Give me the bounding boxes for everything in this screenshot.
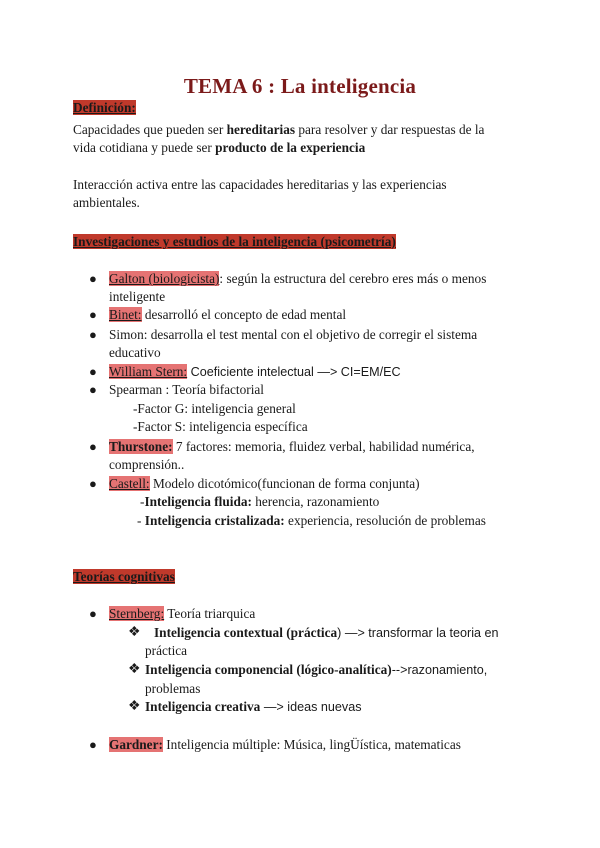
bullet-icon: ● xyxy=(89,737,97,752)
diamond-bullet-icon: ❖ xyxy=(128,699,141,714)
thurstone-item: Thurstone: 7 factores: memoria, fluidez verbal, habilidad numérica, xyxy=(109,439,475,454)
contextual-item: Inteligencia contextual (práctica) —> transformar la teoria en xyxy=(154,625,499,640)
interaccion-line-1: Interacción activa entre las capacidades hereditarias y las experiencias xyxy=(73,177,447,192)
thurstone-item-cont: comprensión.. xyxy=(109,457,185,472)
bullet-icon: ● xyxy=(89,364,97,379)
galton-item-cont: inteligente xyxy=(109,289,166,304)
sternberg-item: Sternberg: Teoría triarquica xyxy=(109,606,256,621)
simon-item: Simon: desarrolla el test mental con el objetivo de corregir el sistema xyxy=(109,327,478,342)
interaccion-line-2: ambientales. xyxy=(73,195,140,210)
bullet-icon: ● xyxy=(89,606,97,621)
componencial-item-cont: problemas xyxy=(145,681,201,696)
diamond-bullet-icon: ❖ xyxy=(128,625,141,640)
diamond-bullet-icon: ❖ xyxy=(128,662,141,677)
componencial-item: Inteligencia componencial (lógico-analítica)-->razonamiento, xyxy=(145,662,488,677)
bullet-icon: ● xyxy=(89,307,97,322)
galton-item: Galton (biologicista): según la estructura del cerebro eres más o menos xyxy=(109,271,487,286)
fluida-line: -Inteligencia fluida: herencia, razonamiento xyxy=(140,494,380,509)
document-title: TEMA 6 : La inteligencia xyxy=(183,74,417,98)
factor-g: -Factor G: inteligencia general xyxy=(133,401,296,416)
factor-s: -Factor S: inteligencia específica xyxy=(133,419,308,434)
stern-item: William Stern: Coeficiente intelectual —> CI=EM/EC xyxy=(109,364,401,379)
cristalizada-line: - Inteligencia cristalizada: experiencia, resolución de problemas xyxy=(137,513,486,528)
bullet-icon: ● xyxy=(89,327,97,342)
definicion-line-2: vida cotidiana y puede ser producto de la experiencia xyxy=(73,140,366,155)
bullet-icon: ● xyxy=(89,382,97,397)
bullet-icon: ● xyxy=(89,271,97,286)
simon-item-cont: educativo xyxy=(109,345,161,360)
creativa-item: Inteligencia creativa —> ideas nuevas xyxy=(145,699,362,714)
spearman-item: Spearman : Teoría bifactorial xyxy=(109,382,264,397)
gardner-item: Gardner: Inteligencia múltiple: Música, lingÜística, matematicas xyxy=(109,737,461,752)
investigaciones-heading: Investigaciones y estudios de la inteligencia (psicometría) xyxy=(73,234,396,249)
definicion-line-1: Capacidades que pueden ser hereditarias para resolver y dar respuestas de la xyxy=(73,122,485,137)
contextual-item-cont: práctica xyxy=(145,643,188,658)
castell-item: Castell: Modelo dicotómico(funcionan de forma conjunta) xyxy=(109,476,420,491)
bullet-icon: ● xyxy=(89,439,97,454)
binet-item: Binet: desarrolló el concepto de edad mental xyxy=(109,307,347,322)
bullet-icon: ● xyxy=(89,476,97,491)
definicion-heading: Definición: xyxy=(73,100,136,115)
teorias-heading: Teorías cognitivas xyxy=(73,569,175,584)
